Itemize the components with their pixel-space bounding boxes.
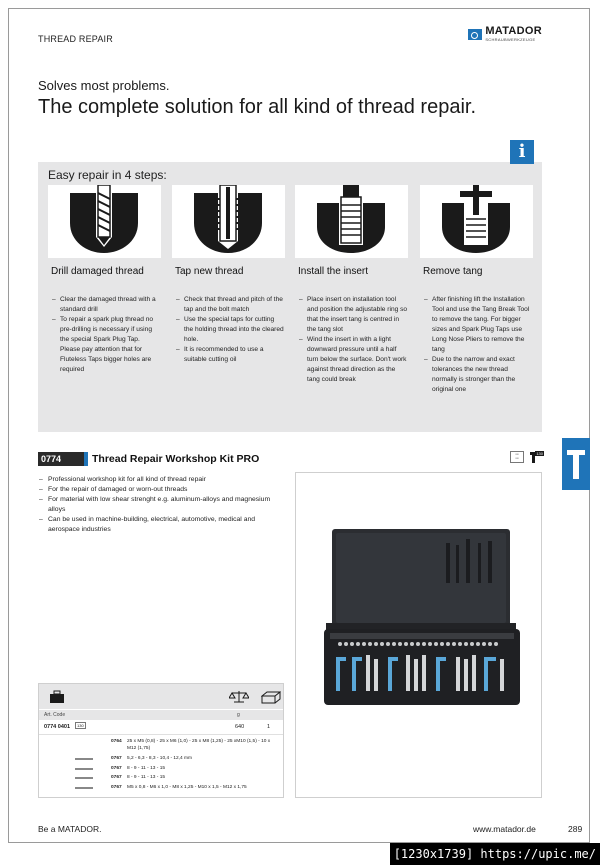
logo-mark-icon	[468, 29, 482, 40]
page-subtitle: Solves most problems.	[38, 78, 170, 93]
watermark: [1230x1739] https://upic.me/	[390, 843, 600, 865]
kit-title: Thread Repair Workshop Kit PRO	[92, 453, 260, 465]
list-item: – Due to the narrow and exact tolerances the new thread normally is stronger than the original one	[420, 355, 533, 395]
list-item: – It is recommended to use a suitable cutting oil	[172, 345, 285, 365]
list-item: – For material with low shear strenght e.g. aluminum-alloys and magnesium alloys	[38, 495, 278, 515]
list-item: – Check that thread and pitch of the tap and the bolt match	[172, 295, 285, 315]
step-instructions	[420, 295, 533, 395]
info-icon[interactable]: i	[510, 140, 534, 164]
case-icon	[49, 690, 65, 704]
weight-scale-icon	[229, 690, 249, 704]
content-text: 25 x M5 (0,8) - 25 x M6 (1,0) - 25 x M8 (1,25) - 25 xM10 (1,5) - 10 x M12 (1,75)	[127, 739, 271, 751]
step-instructions	[172, 295, 285, 365]
tap-category-icon	[562, 438, 590, 490]
content-text: 5,2 - 6,3 - 8,3 - 10,4 - 12,4 mm	[127, 756, 193, 761]
pieces-icon	[530, 450, 542, 464]
footer-slogan: Be a MATADOR.	[38, 824, 102, 834]
step-tap	[172, 185, 285, 365]
category-tab-t[interactable]	[562, 438, 590, 490]
col-art-code: Art. Code	[44, 712, 66, 718]
list-item: – To repair a spark plug thread no pre-drilling is necessary if using the special Spark Plug Tap. Please pay attention that for Fluteless Taps bigger holes are required	[48, 315, 161, 375]
step-instructions	[48, 295, 161, 375]
list-item: – Place insert on installation tool and position the adjustable ring so that the insert tang is centred in the tang slot	[295, 295, 408, 335]
kit-header	[38, 452, 542, 466]
content-code: 0764	[111, 739, 122, 744]
brand-logo[interactable]	[468, 26, 542, 42]
steps-heading: Easy repair in 4 steps:	[48, 168, 167, 182]
steps-panel	[38, 141, 542, 432]
drill-bit-icon	[75, 758, 93, 760]
art-code: 0774 0401	[44, 724, 70, 730]
list-item: – For the repair of damaged or worn-out threads	[38, 485, 278, 495]
content-text: 8 - 9 - 11 - 13 - 15	[127, 766, 166, 771]
step-title: Install the insert	[298, 266, 369, 277]
step-title: Tap new thread	[175, 266, 244, 277]
step-instructions	[295, 295, 408, 385]
content-text: 8 - 9 - 11 - 13 - 15	[127, 775, 166, 780]
weight-value: 640	[235, 724, 245, 730]
spec-columns	[39, 709, 283, 720]
list-item: – Can be used in machine-building, electrical, automotive, medical and aerospace industries	[38, 515, 278, 535]
pieces-count: 130	[77, 723, 84, 728]
package-icon	[261, 690, 281, 704]
col-weight-unit: g	[237, 712, 240, 718]
footer-url[interactable]: www.matador.de	[473, 824, 536, 834]
kit-case-image	[296, 473, 541, 797]
content-code: 0767	[111, 775, 122, 780]
tang-break-tool-icon	[75, 787, 93, 789]
content-code: 0767	[111, 756, 122, 761]
list-item: – Use the special taps for cutting the holding thread into the cleared hole.	[172, 315, 285, 345]
content-code: 0767	[111, 785, 122, 790]
step-title: Drill damaged thread	[51, 266, 144, 277]
product-photo	[295, 472, 542, 798]
brand-name: MATADOR	[485, 25, 542, 37]
list-item	[39, 739, 283, 753]
drill-icon	[48, 185, 161, 258]
kit-code: 0774	[38, 452, 84, 466]
tap-icon	[172, 185, 285, 258]
pieces-badge: 130	[536, 451, 543, 456]
tang-removal-icon	[420, 185, 533, 258]
step-drill	[48, 185, 161, 375]
tap-tool-icon	[75, 768, 93, 770]
step-title: Remove tang	[423, 266, 483, 277]
list-item: – Clear the damaged thread with a standard drill	[48, 295, 161, 315]
page-title: The complete solution for all kind of thread repair.	[38, 96, 477, 118]
quantity-value: 1	[267, 724, 271, 730]
spec-table	[38, 683, 284, 798]
spec-table-header	[39, 684, 283, 709]
kit-features	[38, 475, 278, 535]
list-item: – Wind the insert in with a light downward pressure until a half turn below the surface. Don't work against thread direction as the tang could break	[295, 335, 408, 385]
content-text: M5 x 0,8 - M6 x 1,0 - M8 x 1,25 - M10 x 1,5 - M12 x 1,75	[127, 785, 247, 790]
step-remove-tang	[420, 185, 533, 395]
content-code: 0767	[111, 766, 122, 771]
table-row[interactable]	[39, 720, 283, 735]
section-label: THREAD REPAIR	[38, 34, 113, 44]
install-tool-icon	[75, 777, 93, 779]
page-number: 289	[568, 824, 583, 834]
case-icon: ▪▪▪ ▪▪▪	[510, 451, 524, 463]
brand-subtitle: SCHRAUBWERKZEUGE	[485, 37, 536, 42]
list-item: – After finishing lift the Installation Tool and use the Tang Break Tool to remove the tang. For bigger sizes and Spark Plug Taps use Long Nose Pliers to remove the tang	[420, 295, 533, 355]
step-install	[295, 185, 408, 385]
list-item: – Professional workshop kit for all kind of thread repair	[38, 475, 278, 485]
insert-icon	[295, 185, 408, 258]
